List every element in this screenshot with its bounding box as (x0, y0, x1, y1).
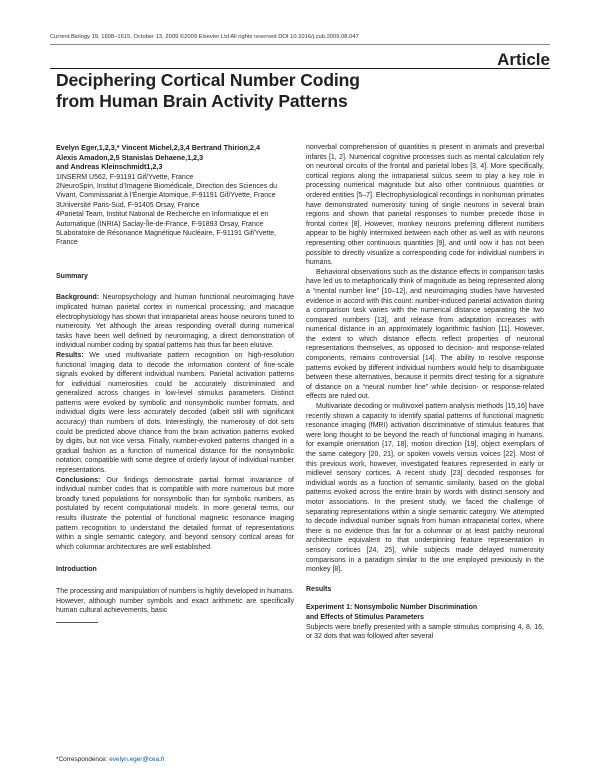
introduction-text: The processing and manipulation of numbers is highly developed in humans. However, although number symbols and exact arithmetic are specifically human cultural achievements, basic (56, 587, 294, 615)
intro-paragraph-1: nonverbal comprehension of quantities is present in animals and preverbal infants [1, 2]. Numerical cognitive processes such as mental calculation rely on neuronal circuits of the frontal and parietal lobes [3, 4]. More specifically, cortical regions along the intraparietal sulcus seem to play a key role in processing numerical magnitude but also other continuous quantities or ordered entities [5–7]. Electrophysiological recordings in nonhuman primates have demonstrated numerosity tuning of single neurons in several brain regions and shown that parietal responses to number precede those in frontal cortex [8]. However, monkey neurons preferring different numbers appear to be highly intermixed between each other as well as with neurons representing other continuous quantities [9], and until now it has not been possible to directly visualize a corresponding code for individual numbers in humans. (306, 144, 544, 267)
summary-conclusions (56, 476, 294, 553)
intro-paragraph-2: Behavioral observations such as the distance effects in comparison tasks have led us to metaphorically think of magnitude as being represented along a “mental number line” [10–12], and neuroimaging studies have harvested evidence in accord with this count: number-induced parietal activation during a comparison task varies with the numerical distance separating the two compared numbers [13], and release from adaptation increases with numerical distance in an approximately logarithmic fashion [11]. However, the extent to which distance effects reflect properties of neuronal representations themselves, as opposed to decision- and response-related components, remains controversial [14]. The ability to resolve response patterns evoked by different individual numbers would help to disambiguate between these alternatives, because it permits direct testing for a signature of distance on a “neural number line” while decision- or response-related effects are ruled out. (306, 268, 544, 401)
summary-results (56, 351, 294, 476)
authors-line-2: Alexis Amadon,2,5 Stanislas Dehaene,1,2,3 (56, 152, 204, 162)
affiliation-1: 1INSERM U562, F-91191 Gif/Yvette, France (56, 173, 194, 181)
title-line-2: from Human Brain Activity Patterns (56, 91, 348, 111)
results-text: We used multivariate pattern recognition on high-resolution functional imaging data to decode the information content of fine-scale signals evoked by different individual numbers. Parietal activation patterns for individual numerosities could be accurately discriminated and generalized across changes in low-level stimulus parameters. Distinct patterns were evoked by symbolic and nonsymbolic number formats, and individual digits were less accurately decoded (albeit still with significant accuracy) than numbers of dots. Interestingly, the numerosity of dot sets could be predicted above chance from the brain activation patterns evoked by digits, but not vice versa. Finally, number-evoked patterns changed in a gradual fashion as a function of numerical distance for the nonsymbolic notation, compatible with some degree of orderly layout of individual number representations. (56, 351, 294, 475)
left-column (56, 143, 294, 623)
conclusions-label: Conclusions: (56, 476, 101, 484)
conclusions-text: Our findings demonstrate partial format invariance of individual number codes that is compatible with more numerous but more broadly tuned populations for nonsymbolic than for symbolic numbers, as postulated by recent computational models. In more general terms, our results illustrate the potential of functional magnetic resonance imaging pattern recognition to understand the detailed format of representations within a single semantic category, and beyond sensory cortical areas for which columnar architectures are well established. (56, 476, 294, 551)
affiliation-5: 5Laboratoire de Résonance Magnétique Nucléaire, F-91191 Gif/Yvette, France (56, 229, 277, 247)
background-label: Background: (56, 294, 100, 302)
affiliation-4: 4Parietal Team, Institut National de Recherche en Informatique et en Automatique (INRIA) Saclay-Île-de-France, F-91893 Orsay, France (56, 211, 269, 228)
intro-paragraph-3: Multivariate decoding or multivoxel pattern analysis methods [15,16] have recently shown a capacity to identify spatial patterns of functional magnetic resonance imaging (fMRI) activation discriminative of stimulus features that were long thought to be beyond the reach of functional imaging in humans, for example orientation [17, 18], motion direction [19], object exemplars of the same category [20, 21], or spoken vowels versus voices [22]. Most of this previous work, however, investigated features represented in early or midlevel sensory cortices. A recent study [23] decoded responses for individual words as a function of semantic similarity, based on the global patterns evoked across the entire brain by words with distinct sensory and motor associations. In the present study, we faced the challenge of separating representations within a single semantic category. We attempted to decode individual number signals from human intraparietal cortex, where there is no evidence thus far for a columnar or at least patchy neuronal architecture equivalent to that underpinning feature representation in sensory cortices [24, 25], while subjects made delayed numerosity comparisons in a paradigm similar to the one employed previously in the monkey [8]. (306, 403, 544, 574)
authors-line-1: Evelyn Eger,1,2,3,* Vincent Michel,2,3,4 Bertrand Thirion,2,4 (56, 143, 260, 152)
article-rule (50, 68, 550, 69)
experiment-1-heading-line-2: and Effects of Stimulus Parameters (306, 613, 424, 621)
author-list (56, 143, 294, 172)
results-label: Results: (56, 351, 84, 359)
correspondence-label: *Correspondence: (56, 756, 110, 763)
affiliations (56, 173, 294, 248)
journal-header: Current Biology 19, 1608–1615, October 13, 2009 ©2009 Elsevier Ltd All rights reserved DOI 10.1016/j.cub.2009.08.047 (50, 34, 359, 40)
experiment-1-text: Subjects were briefly presented with a sample stimulus comprising 4, 8, 16, or 32 dots that was followed after several (306, 623, 544, 641)
correspondence-email-link[interactable]: evelyn.eger@cea.fr (109, 756, 165, 763)
footnote-rule (56, 622, 98, 623)
article-label: Article (497, 50, 550, 69)
header-rule (50, 44, 550, 45)
results-heading: Results (306, 585, 332, 593)
summary-background (56, 293, 294, 351)
page-title (56, 70, 360, 112)
experiment-1-heading-line-1: Experiment 1: Nonsymbolic Number Discrimination (306, 604, 478, 612)
authors-line-3: and Andreas Kleinschmidt1,2,3 (56, 162, 163, 171)
background-text: Neuropsychology and human functional neuroimaging have implicated human parietal cortex in numerical processing, and macaque electrophysiology has shown that intraparietal areas house neurons tuned to numerosity. Yet although the areas responding overall during numerical tasks have been well defined by neuroimaging, a direct demonstration of individual number coding by spatial patterns has thus far been elusive. (56, 294, 294, 350)
affiliation-3: 3Université Paris-Sud, F-91405 Orsay, France (56, 201, 200, 209)
correspondence-note (56, 756, 165, 763)
affiliation-2: 2NeuroSpin, Institut d’Imagerie Biomédicale, Direction des Sciences du Vivant, Commissariat à l’Énergie Atomique, F-91191 Gif/Yvette, France (56, 182, 278, 200)
right-column (306, 143, 544, 642)
experiment-1-heading (306, 603, 544, 622)
title-line-1: Deciphering Cortical Number Coding (56, 70, 360, 90)
summary-heading: Summary (56, 272, 88, 280)
introduction-heading: Introduction (56, 566, 97, 574)
